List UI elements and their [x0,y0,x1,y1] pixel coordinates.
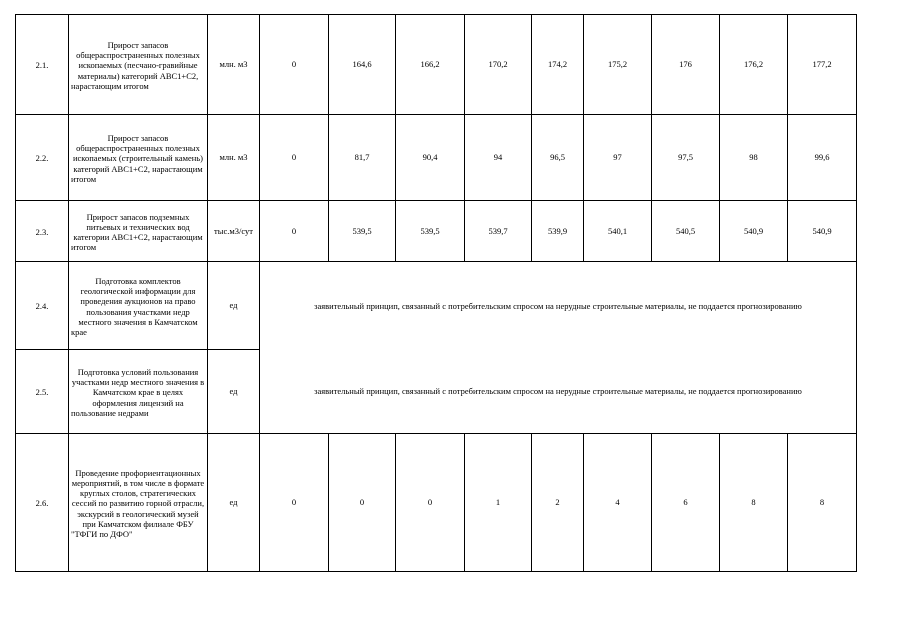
value-cell: 96,5 [532,115,584,201]
value-cell: 166,2 [396,15,465,115]
value-cell: 175,2 [584,15,652,115]
row-description: Подготовка комплектов геологической информации для проведения аукционов на право пользования участками недр местного значения в Камчатском крае [69,262,208,350]
row-number: 2.4. [16,262,69,350]
value-cell: 176,2 [720,15,788,115]
merged-note: заявительный принцип, связанный с потребительским спросом на нерудные строительные материалы, не поддается прогнозированию [260,350,857,434]
value-cell: 0 [396,434,465,572]
value-cell: 1 [465,434,532,572]
merged-note: заявительный принцип, связанный с потребительским спросом на нерудные строительные материалы, не поддается прогнозированию [260,262,857,350]
value-cell: 6 [652,434,720,572]
value-cell: 540,5 [652,201,720,262]
table-row [16,434,857,572]
row-description: Подготовка условий пользования участками недр местного значения в Камчатском крае в целях оформления лицензий на пользование недрами [69,350,208,434]
row-unit: млн. м3 [208,115,260,201]
value-cell: 176 [652,15,720,115]
row-unit: тыс.м3/сут [208,201,260,262]
indicators-table [15,14,857,572]
row-description: Прирост запасов подземных питьевых и технических вод категории АВС1+С2, нарастающим итогом [69,201,208,262]
value-cell: 540,9 [788,201,857,262]
value-cell: 0 [260,115,329,201]
row-number: 2.6. [16,434,69,572]
value-cell: 540,9 [720,201,788,262]
row-number: 2.5. [16,350,69,434]
value-cell: 0 [329,434,396,572]
row-number: 2.3. [16,201,69,262]
table-row [16,262,857,350]
table-row [16,350,857,434]
value-cell: 0 [260,201,329,262]
row-unit: ед [208,434,260,572]
value-cell: 539,5 [396,201,465,262]
value-cell: 99,6 [788,115,857,201]
row-description: Прирост запасов общераспространенных полезных ископаемых (песчано-гравийные материалы) категорий АВС1+С2, нарастающим итогом [69,15,208,115]
row-unit: ед [208,262,260,350]
table-row [16,15,857,115]
value-cell: 164,6 [329,15,396,115]
value-cell: 98 [720,115,788,201]
table-row [16,115,857,201]
value-cell: 0 [260,15,329,115]
row-number: 2.2. [16,115,69,201]
value-cell: 540,1 [584,201,652,262]
value-cell: 97,5 [652,115,720,201]
value-cell: 539,9 [532,201,584,262]
row-description: Прирост запасов общераспространенных полезных ископаемых (строительный камень) категорий АВС1+С2, нарастающим итогом [69,115,208,201]
table-row [16,201,857,262]
row-number: 2.1. [16,15,69,115]
value-cell: 539,7 [465,201,532,262]
value-cell: 0 [260,434,329,572]
value-cell: 81,7 [329,115,396,201]
value-cell: 4 [584,434,652,572]
row-unit: ед [208,350,260,434]
value-cell: 90,4 [396,115,465,201]
value-cell: 97 [584,115,652,201]
value-cell: 8 [788,434,857,572]
row-unit: млн. м3 [208,15,260,115]
value-cell: 2 [532,434,584,572]
value-cell: 177,2 [788,15,857,115]
value-cell: 539,5 [329,201,396,262]
value-cell: 174,2 [532,15,584,115]
value-cell: 8 [720,434,788,572]
row-description: Проведение профориентационных мероприятий, в том числе в формате круглых столов, стратегических сессий по развитию горной отрасли, экскурсий в геологический музей при Камчатском филиале ФБУ "ТФГИ по ДФО" [69,434,208,572]
value-cell: 170,2 [465,15,532,115]
value-cell: 94 [465,115,532,201]
